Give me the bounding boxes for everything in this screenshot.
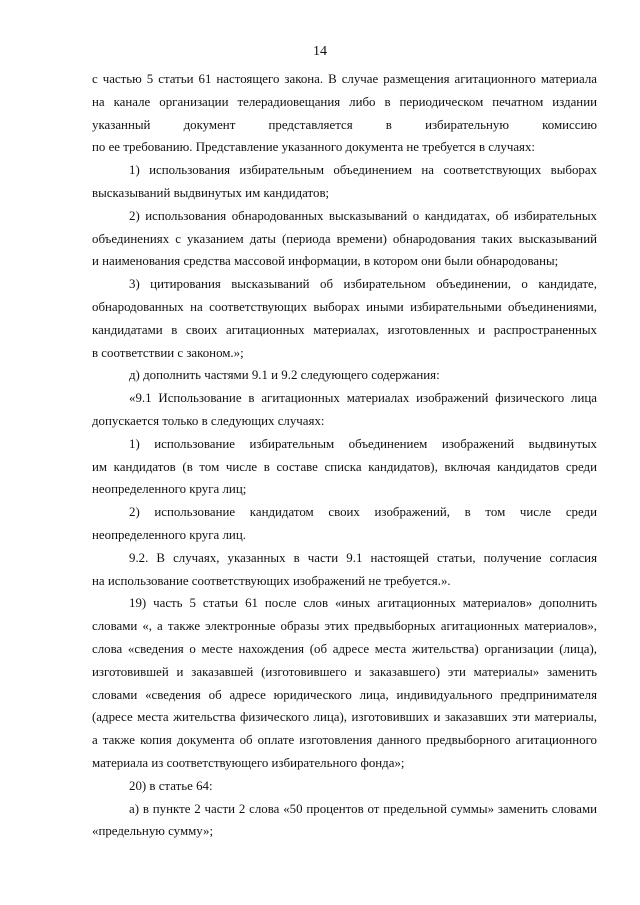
paragraph bbox=[92, 273, 597, 364]
paragraph bbox=[92, 501, 597, 547]
text-line: допускается только в следующих случаях: bbox=[92, 413, 325, 428]
paragraph bbox=[92, 387, 597, 433]
text-line: им кандидатов (в том числе в составе списка кандидатов), включая кандидатов среди bbox=[92, 459, 597, 474]
paragraph bbox=[92, 364, 597, 387]
text-line: 20) в статье 64: bbox=[129, 778, 213, 793]
text-line: 9.2. В случаях, указанных в части 9.1 настоящей статьи, получение согласия bbox=[129, 550, 597, 565]
text-line: на использование соответствующих изображений не требуется.». bbox=[92, 573, 451, 588]
paragraph bbox=[92, 798, 597, 844]
text-line: слова «сведения о месте нахождения (об адресе места жительства) организации (лица), bbox=[92, 641, 597, 656]
paragraph bbox=[92, 433, 597, 501]
text-line: указанный документ представляется в избирательную комиссию bbox=[92, 117, 597, 132]
text-line: 2) использование кандидатом своих изображений, в том числе среди bbox=[129, 505, 597, 520]
text-line: на канале организации телерадиовещания либо в периодическом печатном издании bbox=[92, 94, 597, 109]
text-line: 1) использование избирательным объединением изображений выдвинутых bbox=[129, 436, 597, 451]
text-line: 3) цитирования высказываний об избирательном объединении, о кандидате, bbox=[129, 277, 597, 292]
text-line: обнародованных на соответствующих выборах иными избирательными объединениями, bbox=[92, 299, 597, 314]
text-line: высказываний выдвинутых им кандидатов; bbox=[92, 185, 330, 200]
text-line: в соответствии с законом.»; bbox=[92, 345, 244, 360]
paragraph bbox=[92, 775, 597, 798]
text-line: а также копия документа об оплате изготовления данного предвыборного агитационного bbox=[92, 733, 597, 748]
text-line: 1) использования избирательным объединением на соответствующих выборах bbox=[129, 163, 597, 178]
text-line: «предельную сумму»; bbox=[92, 824, 214, 839]
text-line: 2) использования обнародованных высказываний о кандидатах, об избирательных bbox=[129, 208, 597, 223]
paragraph bbox=[92, 68, 597, 159]
paragraph bbox=[92, 159, 597, 205]
text-line: изготовившей и заказавшей (изготовившего и заказавшего) эти материалы» заменить bbox=[92, 664, 597, 679]
document-body bbox=[92, 68, 597, 843]
text-line: по ее требованию. Представление указанного документа не требуется в случаях: bbox=[92, 140, 536, 155]
text-line: а) в пункте 2 части 2 слова «50 процентов от предельной суммы» заменить словами bbox=[129, 801, 597, 816]
text-line: д) дополнить частями 9.1 и 9.2 следующего содержания: bbox=[129, 368, 440, 383]
paragraph bbox=[92, 205, 597, 273]
text-line: словами «сведения об адресе юридического лица, индивидуального предпринимателя bbox=[92, 687, 597, 702]
text-line: (адресе места жительства физического лица), изготовивших и заказавших эти материалы, bbox=[92, 710, 597, 725]
text-line: материала из соответствующего избирательного фонда»; bbox=[92, 755, 405, 770]
text-line: неопределенного круга лиц. bbox=[92, 527, 246, 542]
text-line: и наименования средства массовой информации, в котором они были обнародованы; bbox=[92, 254, 559, 269]
text-line: словами «, а также электронные образы этих предвыборных агитационных материалов», bbox=[92, 619, 597, 634]
paragraph bbox=[92, 592, 597, 774]
text-line: кандидатами в своих агитационных материалах, изготовленных и распространенных bbox=[92, 322, 597, 337]
page-number: 14 bbox=[313, 44, 327, 59]
text-line: неопределенного круга лиц; bbox=[92, 482, 247, 497]
paragraph bbox=[92, 547, 597, 593]
text-line: 19) часть 5 статьи 61 после слов «иных агитационных материалов» дополнить bbox=[129, 596, 597, 611]
text-line: объединениях с указанием даты (периода времени) обнародования таких высказываний bbox=[92, 231, 597, 246]
text-line: с частью 5 статьи 61 настоящего закона. В случае размещения агитационного материала bbox=[92, 72, 597, 86]
text-line: «9.1 Использование в агитационных материалах изображений физического лица bbox=[129, 391, 597, 406]
